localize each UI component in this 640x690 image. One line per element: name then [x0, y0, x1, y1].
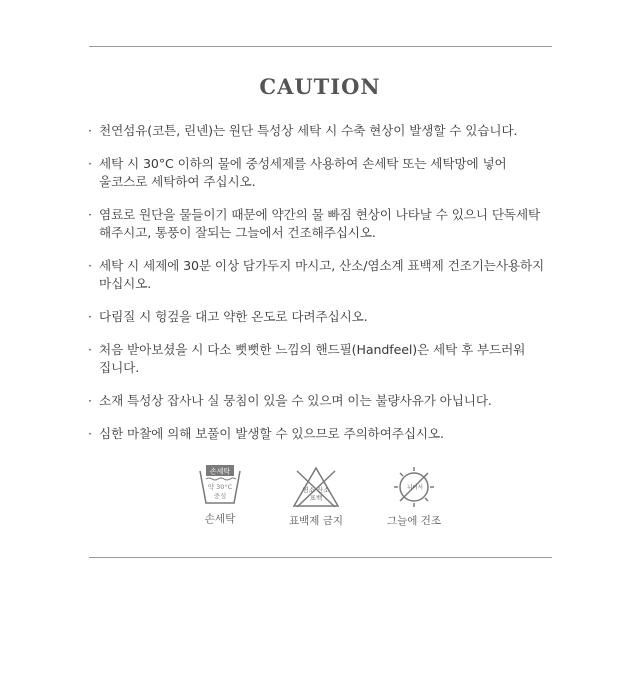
bullet: · — [88, 342, 92, 357]
bullet: · — [88, 258, 92, 273]
svg-text:손세탁: 손세탁 — [209, 467, 231, 476]
svg-text:중성: 중성 — [213, 492, 227, 500]
svg-text:약 30°C: 약 30°C — [207, 483, 233, 491]
caution-item — [88, 206, 558, 242]
care-item-hand-wash — [180, 465, 260, 526]
hand-wash-icon — [194, 465, 246, 507]
caution-item — [88, 257, 558, 293]
bullet: · — [88, 309, 92, 324]
item-text: 염료로 원단을 물들이기 때문에 약간의 물 빠짐 현상이 나타날 수 있으니 단독세탁 — [99, 207, 541, 222]
care-label: 손세탁 — [204, 513, 236, 525]
caution-list — [88, 122, 558, 458]
top-divider — [89, 46, 552, 47]
caution-item — [88, 341, 558, 377]
caution-item — [88, 155, 558, 191]
item-text: 천연섬유(코튼, 린넨)는 원단 특성상 세탁 시 수축 현상이 발생할 수 있습니다. — [99, 123, 518, 138]
svg-text:염소·산소: 염소·산소 — [302, 486, 330, 494]
care-item-shade-dry — [374, 465, 454, 528]
item-text: 세탁 시 세제에 30분 이상 담가두지 마시고, 산소/염소계 표백제 건조기는사용하지 — [99, 258, 545, 273]
item-text: 세탁 시 30°C 이하의 물에 중성세제를 사용하여 손세탁 또는 세탁망에 넣어 — [99, 156, 507, 171]
bullet: · — [88, 156, 92, 171]
item-text: 다림질 시 헝겊을 대고 약한 온도로 다려주십시오. — [99, 309, 368, 324]
shade-dry-icon — [388, 465, 440, 509]
care-item-no-bleach — [276, 465, 356, 528]
caution-item — [88, 308, 558, 326]
care-label: 그늘에 건조 — [386, 515, 442, 527]
care-label: 표백제 금지 — [288, 515, 344, 527]
care-icons — [0, 465, 640, 535]
caution-item — [88, 122, 558, 140]
item-text: 심한 마찰에 의해 보풀이 발생할 수 있으므로 주의하여주십시오. — [99, 426, 444, 441]
item-text: 처음 받아보셨을 시 다소 뻣뻣한 느낌의 핸드필(Handfeel)은 세탁 후 부드러워 — [99, 342, 526, 357]
caution-item — [88, 392, 558, 410]
item-text-continued: 해주시고, 통풍이 잘되는 그늘에서 건조해주십시오. — [99, 225, 376, 240]
item-text: 소재 특성상 잡사나 실 뭉침이 있을 수 있으며 이는 불량사유가 아닙니다. — [99, 393, 492, 408]
bullet: · — [88, 123, 92, 138]
item-text-continued: 울코스로 세탁하여 주십시오. — [99, 174, 256, 189]
bullet: · — [88, 207, 92, 222]
caution-item — [88, 425, 558, 443]
no-bleach-icon — [290, 465, 342, 509]
svg-text:표백: 표백 — [309, 494, 323, 502]
item-text-continued: 집니다. — [99, 360, 140, 375]
svg-text:뉘어서: 뉘어서 — [407, 485, 423, 491]
caution-title: CAUTION — [259, 74, 381, 99]
bullet: · — [88, 426, 92, 441]
item-text-continued: 마십시오. — [99, 276, 152, 291]
bullet: · — [88, 393, 92, 408]
bottom-divider — [89, 557, 552, 558]
